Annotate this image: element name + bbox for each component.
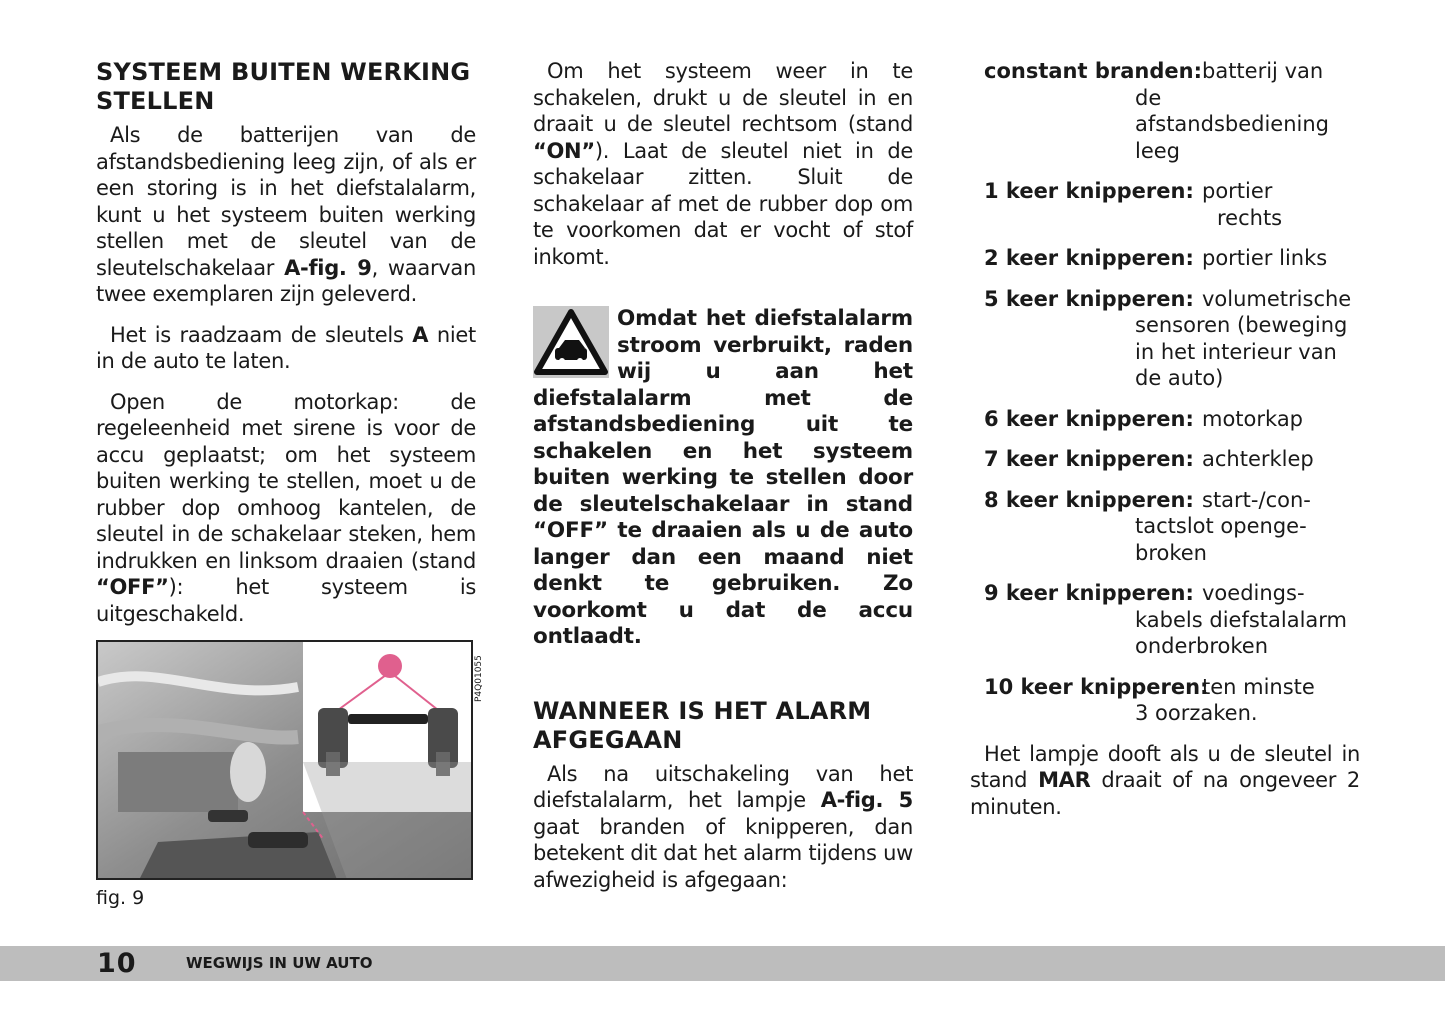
paragraph-lampje: Als na uitschakeling van het diefstalalarm, het lampje A-fig. 5 gaat branden of knipperen, dan betekent dit dat het alarm tijdens uw afwezigheid is afgegaan: bbox=[533, 761, 913, 892]
alarm-signal-list bbox=[970, 58, 1360, 727]
alarm-value: portier links bbox=[1202, 246, 1328, 270]
alarm-value: portier bbox=[1202, 179, 1273, 203]
alarm-value: voedings- bbox=[1202, 581, 1305, 605]
alarm-label: 2 keer knipperen: bbox=[984, 246, 1194, 270]
alarm-label: 9 keer knipperen: bbox=[984, 581, 1194, 605]
alarm-value-cont: in het interieur van bbox=[1135, 339, 1337, 364]
column-right bbox=[970, 58, 1360, 834]
alarm-value-cont: 3 oorzaken. bbox=[1135, 701, 1258, 725]
alarm-value-cont: sensoren (beweging bbox=[1135, 313, 1348, 337]
paragraph-batterijen: Als de batterijen van de afstandsbediening leeg zijn, of als er een storing is in het diefstalalarm, kunt u het systeem buiten werking stellen met de sleutel van de sleutelschakelaar A-fig. 9, waarvan twee exemplaren zijn geleverd. bbox=[96, 123, 476, 306]
column-middle bbox=[533, 58, 913, 907]
alarm-value-cont: tactslot openge- bbox=[1135, 514, 1307, 538]
column-left bbox=[96, 58, 476, 641]
paragraph-lampje-dooft: Het lampje dooft als u de sleutel in stand MAR draait of na ongeveer 2 minuten. bbox=[970, 741, 1360, 819]
alarm-label: 10 keer knipperen: bbox=[984, 674, 1209, 699]
alarm-value: start-/con- bbox=[1202, 487, 1311, 512]
alarm-label: 8 keer knipperen: bbox=[984, 487, 1194, 512]
alarm-item bbox=[970, 286, 1360, 392]
alarm-item bbox=[970, 245, 1360, 272]
alarm-value-cont: leeg bbox=[1135, 138, 1181, 163]
alarm-item bbox=[970, 580, 1360, 660]
figure-caption: fig. 9 bbox=[96, 887, 145, 909]
figure-illustration bbox=[98, 642, 473, 880]
alarm-item bbox=[970, 58, 1360, 164]
alarm-value-cont: broken bbox=[1135, 540, 1207, 565]
paragraph-inschakelen: Om het systeem weer in te schakelen, drukt u de sleutel in en draait u de sleutel rechtsom (stand “ON”). Laat de sleutel niet in de schakelaar zitten. Sluit de schakelaar af met de rubber dop om te voorkomen dat er vocht of stof inkomt. bbox=[533, 59, 913, 269]
alarm-value-cont: rechts bbox=[1217, 205, 1283, 230]
warning-block bbox=[533, 306, 913, 651]
alarm-item bbox=[970, 487, 1360, 567]
alarm-item bbox=[970, 446, 1360, 473]
alarm-value-cont: kabels diefstalalarm bbox=[1135, 607, 1348, 632]
alarm-label: 7 keer knipperen: bbox=[984, 447, 1194, 471]
alarm-label: 5 keer knipperen: bbox=[984, 286, 1194, 311]
warning-triangle-icon bbox=[533, 306, 609, 378]
heading-wanneer-alarm: WANNEER IS HET ALARM AFGEGAAN bbox=[533, 696, 872, 754]
alarm-item bbox=[970, 406, 1360, 433]
alarm-item bbox=[970, 674, 1360, 727]
alarm-label: 1 keer knipperen: bbox=[984, 179, 1194, 203]
alarm-label: 6 keer knipperen: bbox=[984, 406, 1194, 431]
alarm-value: volumetrische bbox=[1202, 286, 1352, 311]
alarm-value: ten minste bbox=[1202, 674, 1315, 699]
figure-key-switch bbox=[96, 640, 473, 880]
alarm-item bbox=[970, 178, 1360, 231]
warning-text: Omdat het diefstalalarm stroom verbruikt, raden wij u aan het diefstalalarm met de afstandsbediening uit te schakelen en het systeem buiten werking te stellen door de sleutelschakelaar in stand “OFF” te draaien als u de auto langer dan een maand niet denkt te gebruiken. Zo voorkomt u dat de accu ontlaadt. bbox=[533, 306, 913, 649]
alarm-value-cont: de auto) bbox=[1135, 366, 1224, 390]
alarm-label: constant branden: bbox=[984, 59, 1202, 83]
alarm-value: motorkap bbox=[1202, 406, 1304, 431]
heading-systeem-buiten-werking: SYSTEEM BUITEN WERKING STELLEN bbox=[96, 58, 471, 115]
alarm-value-cont: onderbroken bbox=[1135, 634, 1269, 658]
alarm-value: achterklep bbox=[1202, 447, 1314, 471]
alarm-value: batterij van bbox=[1202, 59, 1324, 83]
paragraph-sleutels: Het is raadzaam de sleutels A niet in de auto te laten. bbox=[96, 322, 476, 373]
section-title: WEGWIJS IN UW AUTO bbox=[186, 954, 373, 972]
figure-code: P4Q01055 bbox=[474, 655, 484, 702]
alarm-value-cont: de afstandsbediening bbox=[1135, 85, 1330, 136]
page-number: 10 bbox=[97, 948, 137, 979]
paragraph-motorkap: Open de motorkap: de regeleenheid met sirene is voor de accu geplaatst; om het systeem buiten werking te stellen, moet u de rubber dop omhoog kantelen, de sleutel in de schakelaar steken, hem indrukken en linksom draaien (stand “OFF”): het systeem is uitgeschakeld. bbox=[96, 389, 476, 626]
